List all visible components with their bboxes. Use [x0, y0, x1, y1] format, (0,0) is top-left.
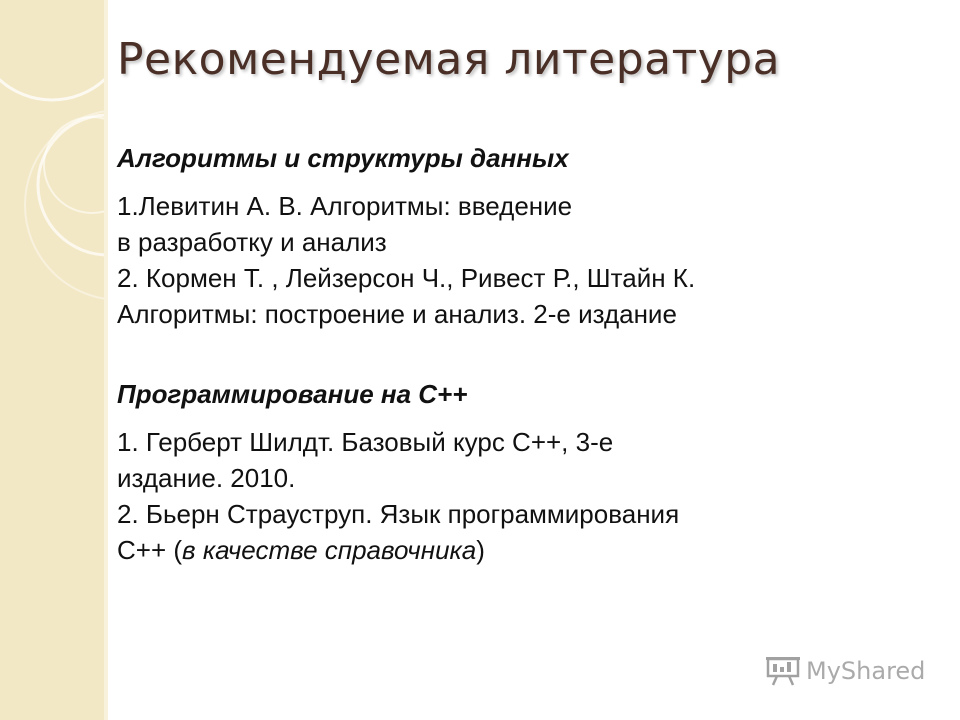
watermark-logo — [766, 656, 925, 686]
section-heading-cpp: Программирование на С++ — [117, 379, 468, 409]
reference-text: ) — [476, 535, 485, 565]
decorative-sidebar — [0, 0, 104, 720]
presentation-board-icon — [766, 656, 800, 686]
reference-line: в разработку и анализ — [117, 227, 387, 257]
watermark-text: MyShared — [806, 657, 926, 685]
section-spacer — [117, 332, 897, 376]
reference-note: в качестве справочника — [182, 535, 477, 565]
reference-text: С++ ( — [117, 535, 183, 565]
reference-line: 2. Бьерн Страуструп. Язык программирования — [117, 499, 680, 529]
section-heading-algorithms: Алгоритмы и структуры данных — [117, 143, 569, 173]
reference-line — [117, 532, 897, 568]
sidebar-edge — [104, 0, 108, 720]
slide-title: Рекомендуемая литература — [117, 34, 781, 85]
reference-line: издание. 2010. — [117, 463, 296, 493]
reference-line: 1.Левитин А. В. Алгоритмы: введение — [117, 191, 573, 221]
reference-line: 1. Герберт Шилдт. Базовый курс С++, 3-е — [117, 427, 614, 457]
reference-line: 2. Кормен Т. , Лейзерсон Ч., Ривест Р., Штайн К. — [117, 263, 696, 293]
reference-line: Алгоритмы: построение и анализ. 2-е издание — [117, 299, 677, 329]
slide-content — [117, 140, 897, 568]
swirl-decoration-icon — [0, 0, 104, 320]
